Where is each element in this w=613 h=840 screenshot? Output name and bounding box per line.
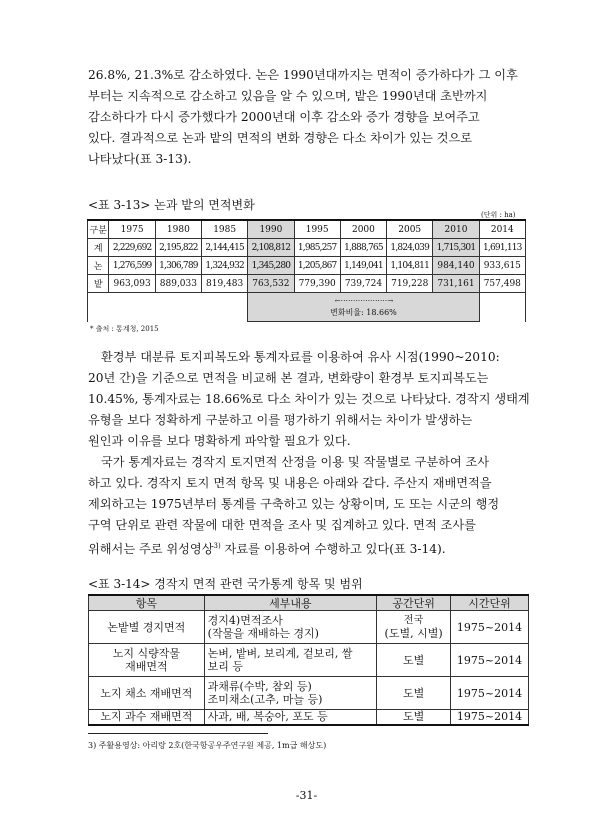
- table-cell: 논밭별 경지면적: [89, 611, 205, 644]
- table13: [87, 219, 526, 322]
- detail-line: 논벼, 밭벼, 보리계, 겉보리, 쌀: [207, 647, 353, 660]
- header-cell: 공간단위: [377, 595, 451, 611]
- text-line: 부터는 지속적으로 감소하고 있음을 알 수 있으며, 밭은 1990년대 초반까지: [88, 89, 488, 103]
- table-cell: 노지 채소 재배면적: [89, 677, 205, 710]
- table-cell: 도별: [377, 677, 451, 710]
- table-cell: 사과, 배, 복숭아, 포도 등: [204, 710, 377, 725]
- detail-line: 경지4)면적조사: [207, 614, 283, 627]
- header-cell: 1980: [155, 220, 201, 239]
- header-cell: 1990: [248, 220, 294, 239]
- table-cell: 1,345,280: [248, 257, 294, 275]
- table-cell: 819,483: [202, 275, 248, 293]
- table-cell: 984,140: [433, 257, 479, 275]
- text-line: 원인과 이유를 보다 명확하게 파악할 필요가 있다.: [88, 434, 351, 448]
- range-arrow: ← · · · · · · · · · · · · · · · · · · · →: [334, 297, 393, 305]
- table13-source: * 출처 : 통계청, 2015: [90, 325, 159, 333]
- table-cell: 1,306,789: [155, 257, 201, 275]
- detail-line: 과채류(수박, 참외 등): [207, 680, 312, 693]
- text-line: 환경부 대분류 토지피복도와 통계자료를 이용하여 유사 시점(1990~2010:: [101, 350, 500, 364]
- table-cell: 889,033: [155, 275, 201, 293]
- header-cell: 구분: [88, 220, 109, 239]
- table-row: [88, 293, 526, 322]
- space-line: 전국: [403, 615, 424, 626]
- header-cell: 2005: [387, 220, 433, 239]
- table-cell: 1,985,257: [294, 239, 340, 257]
- header-cell: 2000: [340, 220, 386, 239]
- table-row: [88, 275, 526, 293]
- table-cell: 1,824,039: [387, 239, 433, 257]
- change-ratio-cell: [248, 293, 479, 322]
- text-fragment: 위해서는 주로 위성영상: [88, 542, 214, 557]
- table-cell: 1,715,301: [433, 239, 479, 257]
- table-cell: 도별: [377, 710, 451, 725]
- table-row: [89, 644, 529, 677]
- text-line: 26.8%, 21.3%로 감소하였다. 논은 1990년대까지는 면적이 증가하다가 그 이후: [88, 68, 518, 82]
- text-fragment: 자료를 이용하여 수행하고 있다(표 3-14).: [220, 542, 446, 557]
- text-line: 제외하고는 1975년부터 통계를 구축하고 있는 상황이며, 도 또는 시군의 행정: [88, 497, 500, 511]
- detail-line: 보리 등: [207, 660, 244, 673]
- table-cell: 1975~2014: [451, 710, 529, 725]
- header-cell: 1985: [202, 220, 248, 239]
- header-cell: 1975: [109, 220, 155, 239]
- text-line: [88, 536, 528, 560]
- table-cell: [204, 677, 377, 710]
- header-cell: 시간단위: [451, 595, 529, 611]
- table-cell: 1,888,765: [340, 239, 386, 257]
- change-ratio-label: 변화비율: 18.66%: [330, 308, 397, 317]
- table-cell: 2,144,415: [202, 239, 248, 257]
- table-row: [88, 239, 526, 257]
- text-line: 나타났다(표 3-13).: [88, 152, 192, 166]
- table-cell: 719,228: [387, 275, 433, 293]
- table-cell: 도별: [377, 644, 451, 677]
- table-cell: 1975~2014: [451, 677, 529, 710]
- footnote-divider: [88, 733, 268, 734]
- table-cell: 963,093: [109, 275, 155, 293]
- table-cell: 1,205,867: [294, 257, 340, 275]
- table14-caption: <표 3-14> 경작지 면적 관련 국가통계 항목 및 범위: [88, 577, 363, 591]
- table-cell: 1,691,113: [479, 239, 525, 257]
- text-line: 20년 간)을 기준으로 면적을 비교해 본 결과, 변화량이 환경부 토지피복도는: [88, 371, 489, 385]
- header-cell: 항목: [89, 595, 205, 611]
- text-line: 있다. 결과적으로 논과 밭의 면적의 변화 경향은 다소 차이가 있는 것으로: [88, 131, 473, 145]
- table-cell: 1,149,041: [340, 257, 386, 275]
- table-header-row: [89, 595, 529, 611]
- text-line: 하고 있다. 경작지 토지 면적 항목 및 내용은 아래와 같다. 주산지 재배면적을: [88, 476, 492, 490]
- table-cell: [479, 293, 525, 322]
- table-cell: [377, 611, 451, 644]
- body-paragraph-1: [88, 347, 528, 452]
- table-cell: [204, 644, 377, 677]
- detail-line: (작물을 재배하는 경지): [207, 627, 319, 640]
- text-line: 10.45%, 통계자료는 18.66%로 다소 차이가 있는 것으로 나타났다. 경작지 생태계: [88, 392, 530, 406]
- table-cell: 1,104,811: [387, 257, 433, 275]
- table13-caption: <표 3-13> 논과 밭의 면적변화: [88, 198, 255, 212]
- table-row: [89, 677, 529, 710]
- table13-unit: (단위 : ha): [481, 211, 516, 219]
- table-cell: 739,724: [340, 275, 386, 293]
- table14: [88, 594, 529, 726]
- table-cell: 노지 식량작물 재배면적: [89, 644, 205, 677]
- text-line: 유형을 보다 정확하게 구분하고 이를 평가하기 위해서는 차이가 발생하는: [88, 413, 473, 427]
- table-cell: 731,161: [433, 275, 479, 293]
- text-line: 구역 단위로 관련 작물에 대한 면적을 조사 및 집계하고 있다. 면적 조사를: [88, 518, 476, 532]
- table-cell: 757,498: [479, 275, 525, 293]
- table-cell: 933,615: [479, 257, 525, 275]
- table-cell: 763,532: [248, 275, 294, 293]
- table-cell: 1975~2014: [451, 644, 529, 677]
- header-cell: 2010: [433, 220, 479, 239]
- table-cell: 계: [88, 239, 109, 257]
- table-header-row: [88, 220, 526, 239]
- table-cell: 논: [88, 257, 109, 275]
- table-row: [88, 257, 526, 275]
- text-line: 국가 통계자료는 경작지 토지면적 산정을 이용 및 작물별로 구분하여 조사: [101, 455, 490, 469]
- space-line: (도별, 시별): [384, 627, 443, 640]
- table-cell: [204, 611, 377, 644]
- header-cell: 1995: [294, 220, 340, 239]
- header-cell: 세부내용: [204, 595, 377, 611]
- footnote-ref[interactable]: 3): [213, 542, 221, 550]
- table-row: [89, 710, 529, 725]
- table-cell: 2,108,812: [248, 239, 294, 257]
- table-row: [89, 611, 529, 644]
- detail-line: 조미채소(고추, 마늘 등): [207, 693, 323, 706]
- table-cell: 2,195,822: [155, 239, 201, 257]
- table-cell: 1975~2014: [451, 611, 529, 644]
- table-cell: 779,390: [294, 275, 340, 293]
- table-cell: 1,324,932: [202, 257, 248, 275]
- table-cell: 노지 과수 재배면적: [89, 710, 205, 725]
- text-line: 감소하다가 다시 증가했다가 2000년대 이후 감소와 증가 경향을 보여주고: [88, 110, 480, 124]
- table-cell: 밭: [88, 275, 109, 293]
- body-paragraph-2: [88, 452, 528, 560]
- header-cell: 2014: [479, 220, 525, 239]
- page-number: -31-: [295, 789, 318, 802]
- footnote: 3) 주활용영상: 아리랑 2호(한국항공우주연구원 제공, 1m급 해상도): [88, 741, 327, 750]
- table-cell: 1,276,599: [109, 257, 155, 275]
- table-cell: 2,229,692: [109, 239, 155, 257]
- intro-paragraph: [88, 65, 528, 170]
- table-cell: [88, 293, 248, 322]
